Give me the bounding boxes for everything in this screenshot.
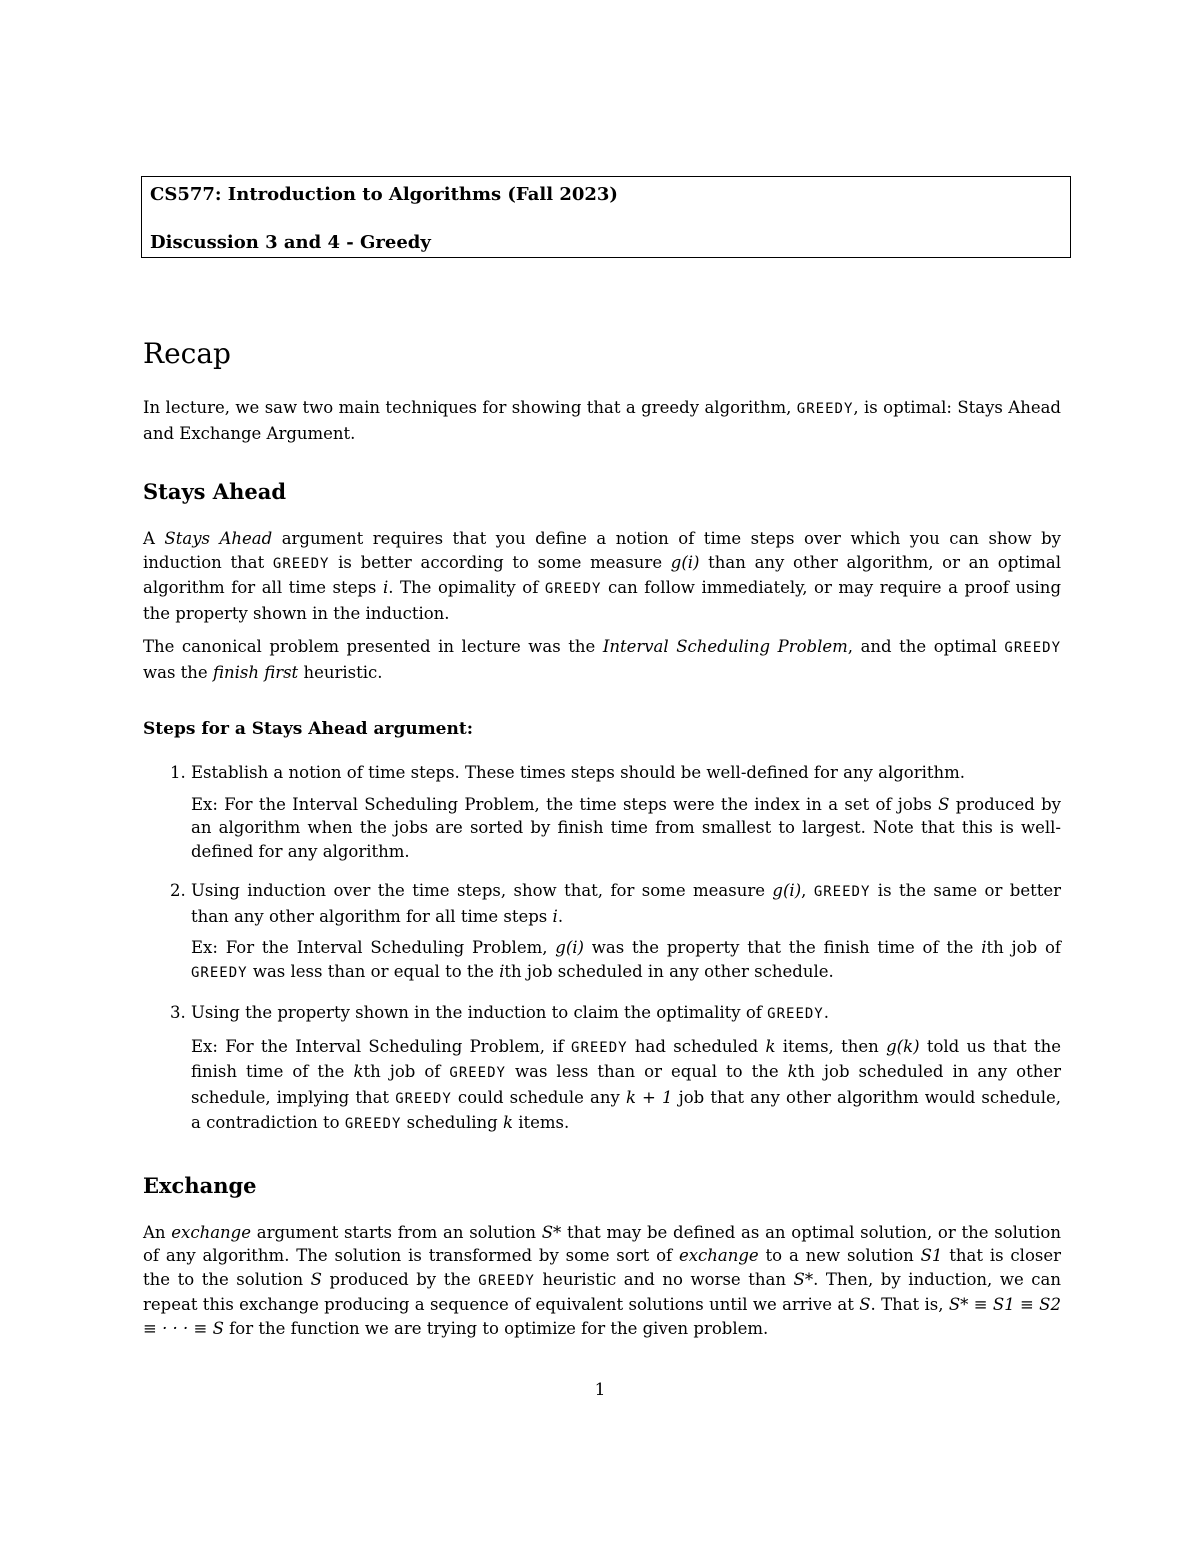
exchange-heading: Exchange (143, 1172, 257, 1198)
recap-paragraph: In lecture, we saw two main techniques for showing that a greedy algorithm, GREEDY, is optimal: Stays Ahead and Exchange Argument. (143, 398, 1061, 443)
step-3-example: Ex: For the Interval Scheduling Problem, if GREEDY had scheduled k items, then g(k) told us that the finish time of the kth job of GREEDY was less than or equal to the kth job scheduled in any other schedule, implying that GREEDY could schedule any k + 1 job that any other algorithm would schedule, a contradiction to GREEDY scheduling k items. (191, 1036, 1062, 1132)
step-2-example: Ex: For the Interval Scheduling Problem, g(i) was the property that the finish time of the ith job of GREEDY was less than or equal to the ith job scheduled in any other schedule. (191, 938, 1061, 981)
discussion-title: Discussion 3 and 4 - Greedy (150, 232, 431, 253)
course-title: CS577: Introduction to Algorithms (Fall 2023) (150, 184, 618, 205)
step-1-example: Ex: For the Interval Scheduling Problem, the time steps were the index in a set of jobs S produced by an algorithm when the jobs are sorted by finish time from smallest to largest. Note that this is well-defined for any algorithm. (191, 794, 1062, 861)
exchange-paragraph: An exchange argument starts from an solution S* that may be defined as an optimal solution, or the solution of any algorithm. The solution is transformed by some sort of exchange to a new solution S1 that is closer the to the solution S produced by the GREEDY heuristic and no worse than S*. Then, by induction, we can repeat this exchange producing a sequence of equivalent solutions until we arrive at S. That is, S* ≡ S1 ≡ S2 ≡ · · · ≡ S for the function we are trying to optimize for the given problem. (143, 1222, 1061, 1338)
step-1: 1. Establish a notion of time steps. These times steps should be well-defined for any algorithm. Ex: For the Interval Scheduling Problem, the time steps were the index in a set of jobs S produced by an algorithm when the jobs are sorted by finish time from smallest to largest. Note that this is well-defined for any algorithm. (191, 761, 1061, 863)
main-content (143, 334, 1061, 1340)
steps-list (143, 761, 1061, 1137)
step-3: 3. Using the property shown in the induction to claim the optimality of GREEDY. Ex: For the Interval Scheduling Problem, if GREEDY had scheduled k items, then g(k) told us that the finish time of the kth job of GREEDY was less than or equal to the kth job scheduled in any other schedule, implying that GREEDY could schedule any k + 1 job that any other algorithm would schedule, a contradiction to GREEDY scheduling k items. (191, 1001, 1061, 1137)
page-number: 1 (594, 1380, 606, 1400)
step-2: 2. Using induction over the time steps, show that, for some measure g(i), GREEDY is the same or better than any other algorithm for all time steps i. Ex: For the Interval Scheduling Problem, g(i) was the property that the finish time of the ith job of GREEDY was less than or equal to the ith job scheduled in any other schedule. (191, 879, 1061, 985)
canonical-problem-paragraph: The canonical problem presented in lecture was the Interval Scheduling Problem, and the optimal GREEDY was the finish first heuristic. (143, 637, 1061, 682)
header-box (141, 176, 1071, 258)
steps-heading: Steps for a Stays Ahead argument: (143, 719, 473, 739)
recap-heading: Recap (143, 337, 231, 370)
stays-ahead-heading: Stays Ahead (143, 479, 287, 504)
stays-ahead-paragraph: A Stays Ahead argument requires that you define a notion of time steps over which you can show by induction that GREEDY is better according to some measure g(i) than any other algorithm, or an optimal algorithm for all time steps i. The opimality of GREEDY can follow immediately, or may require a proof using the property shown in the induction. (143, 529, 1062, 623)
